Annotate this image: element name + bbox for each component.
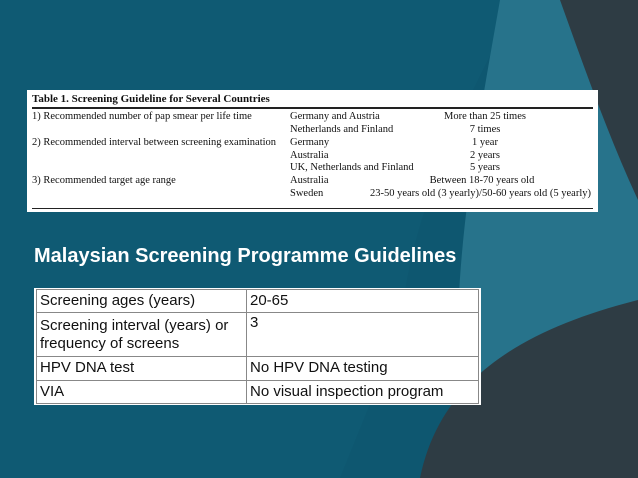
table1-criterion: 3) Recommended target age range xyxy=(32,175,176,186)
table1-row xyxy=(32,162,593,174)
row-value: No HPV DNA testing xyxy=(247,357,479,380)
table-row xyxy=(37,290,479,313)
table1-value: More than 25 times xyxy=(444,111,526,122)
country-guideline-table xyxy=(27,90,598,212)
table1-bottom-rule xyxy=(32,208,593,209)
row-label: Screening ages (years) xyxy=(37,290,247,313)
row-label: VIA xyxy=(37,380,247,403)
section-heading: Malaysian Screening Programme Guidelines xyxy=(34,245,457,267)
table1-value: 2 years xyxy=(469,150,501,161)
table-row xyxy=(37,380,479,403)
table1-country: Germany xyxy=(290,137,330,148)
table1-country: UK, Netherlands and Finland xyxy=(290,162,414,173)
table1-row xyxy=(32,175,593,187)
malaysian-guideline-table xyxy=(34,288,481,405)
table1-value: 5 years xyxy=(469,162,501,173)
table1-title: Table 1. Screening Guideline for Several Countries xyxy=(32,93,593,109)
table1-value: 23-50 years old (3 yearly)/50-60 years old (5 yearly) xyxy=(369,188,591,199)
row-value: 3 xyxy=(247,313,479,357)
row-value: No visual inspection program xyxy=(247,380,479,403)
table1-country: Sweden xyxy=(290,188,324,199)
table-row xyxy=(37,357,479,380)
table1-country: Germany and Austria xyxy=(290,111,380,122)
table1-row xyxy=(32,150,593,162)
table1-row xyxy=(32,124,593,136)
table1-row xyxy=(32,188,593,200)
table1-row xyxy=(32,137,593,149)
row-label: HPV DNA test xyxy=(37,357,247,380)
table1-criterion: 1) Recommended number of pap smear per life time xyxy=(32,111,252,122)
table1-row xyxy=(32,111,593,123)
table1-value: 1 year xyxy=(472,137,498,148)
table-row xyxy=(37,313,479,357)
row-label: Screening interval (years) or frequency of screens xyxy=(37,313,247,357)
table1-value: Between 18-70 years old xyxy=(429,175,535,186)
table1-country: Netherlands and Finland xyxy=(290,124,394,135)
table1-value: 7 times xyxy=(469,124,501,135)
table1-country: Australia xyxy=(290,175,329,186)
table1-country: Australia xyxy=(290,150,329,161)
row-value: 20-65 xyxy=(247,290,479,313)
table1-criterion: 2) Recommended interval between screening examination xyxy=(32,137,277,148)
table1-body xyxy=(32,111,593,209)
